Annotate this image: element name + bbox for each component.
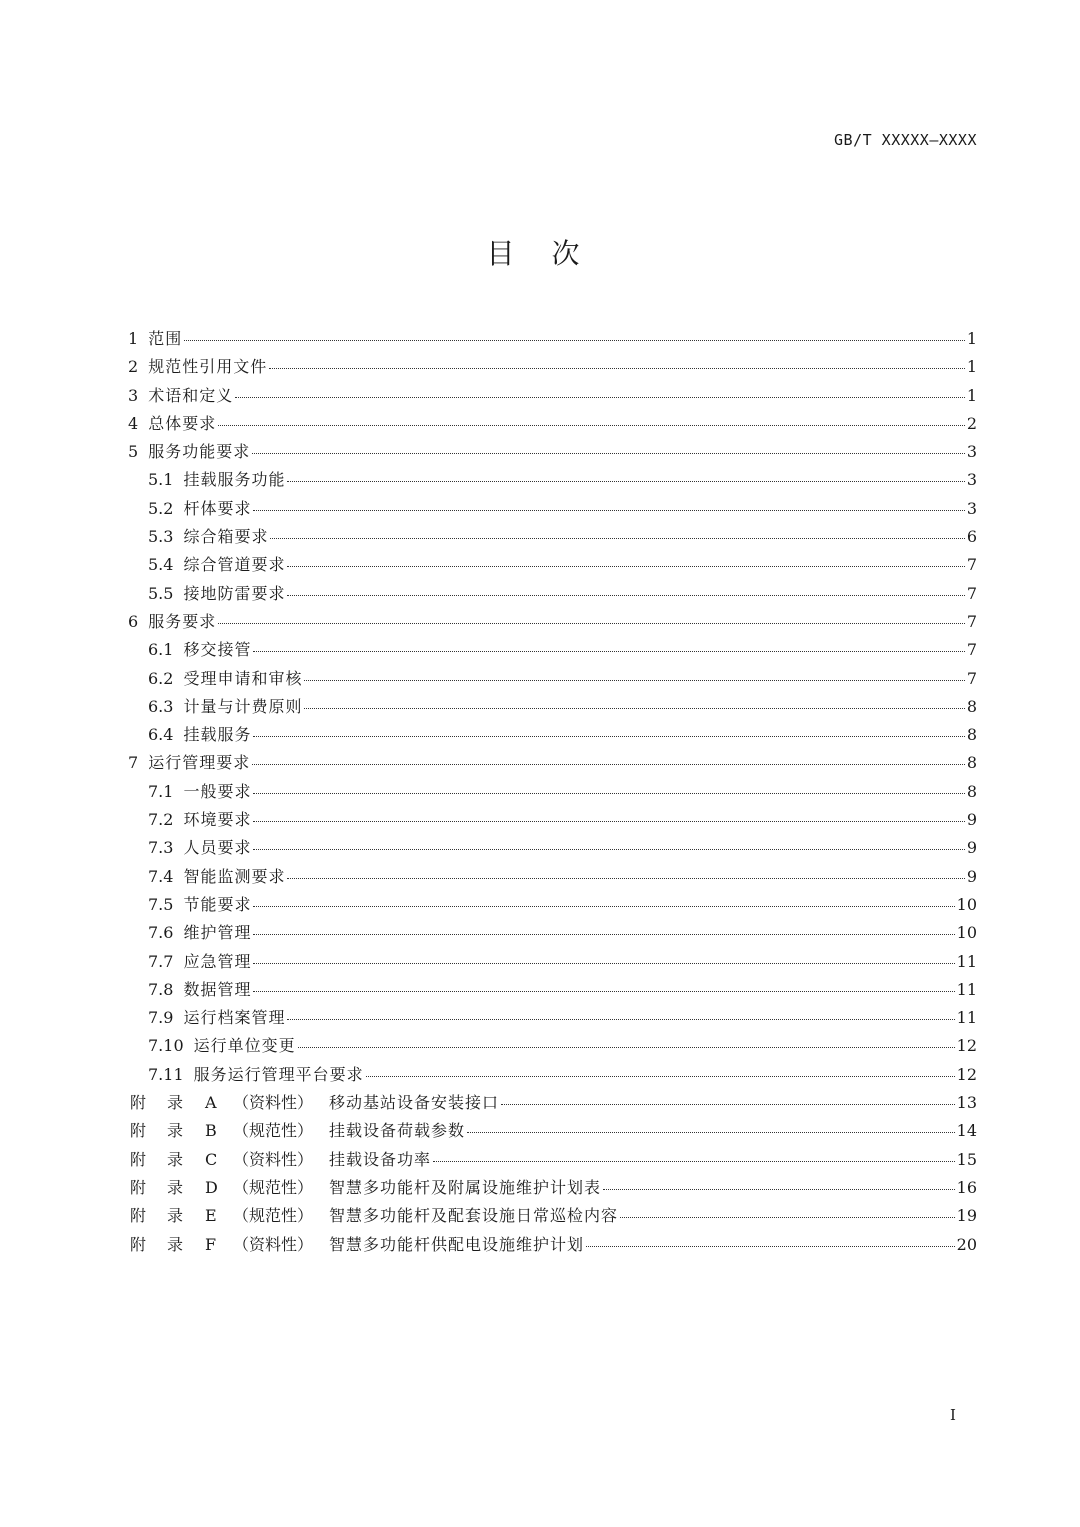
toc-entry[interactable] — [128, 410, 977, 438]
toc-entry-title: 运行管理要求 — [148, 753, 251, 773]
appendix-word: 附 录 — [130, 1149, 184, 1169]
toc-entry-page: 11 — [956, 979, 977, 999]
appendix-type: （资料性） — [233, 1149, 314, 1169]
toc-entry-title: 环境要求 — [183, 810, 252, 830]
toc-entry-number: 7.10 — [148, 1036, 184, 1056]
toc-entry-page: 11 — [956, 951, 977, 971]
toc-dot-leader — [287, 878, 964, 879]
toc-entry-page: 12 — [956, 1036, 977, 1056]
toc-dot-leader — [253, 991, 954, 992]
toc-entry-title: 服务运行管理平台要求 — [193, 1064, 364, 1084]
toc-entry-page: 8 — [966, 725, 977, 745]
toc-entry[interactable] — [128, 1004, 977, 1032]
toc-entry-page: 7 — [966, 583, 977, 603]
toc-entry[interactable] — [128, 495, 977, 523]
toc-entry-title: 受理申请和审核 — [183, 668, 303, 688]
toc-entry-number: 5.3 — [148, 527, 174, 547]
toc-entry-page: 1 — [966, 357, 977, 377]
appendix-letter: B — [205, 1121, 217, 1141]
toc-entry-title: 节能要求 — [183, 894, 252, 914]
toc-entry-page: 14 — [956, 1121, 977, 1141]
toc-entry-page: 12 — [956, 1064, 977, 1084]
toc-dot-leader — [253, 849, 964, 850]
appendix-title: 挂载设备荷载参数 — [329, 1121, 466, 1141]
toc-dot-leader — [218, 425, 965, 426]
toc-entry-number: 7.6 — [148, 923, 174, 943]
toc-entry-page: 8 — [966, 696, 977, 716]
toc-dot-leader — [218, 623, 965, 624]
toc-entry-title: 智能监测要求 — [183, 866, 286, 886]
toc-entry[interactable] — [128, 608, 977, 636]
toc-entry-title: 计量与计费原则 — [183, 696, 303, 716]
toc-entry-number: 5.4 — [148, 555, 174, 575]
toc-entry[interactable] — [128, 948, 977, 976]
toc-dot-leader — [253, 510, 964, 511]
toc-dot-leader — [252, 453, 965, 454]
appendix-letter: C — [205, 1149, 218, 1169]
toc-entry-page: 3 — [966, 498, 977, 518]
toc-entry-number: 1 — [128, 329, 139, 348]
toc-dot-leader — [270, 538, 964, 539]
toc-dot-leader — [253, 906, 954, 907]
toc-entry-page: 3 — [966, 470, 977, 490]
page-title: 目 次 — [486, 237, 594, 270]
toc-entry-number: 5.1 — [148, 470, 174, 490]
appendix-word: 附 录 — [130, 1206, 184, 1226]
appendix-word: 附 录 — [130, 1177, 184, 1197]
toc-entry-title: 运行档案管理 — [183, 1008, 286, 1028]
toc-dot-leader — [184, 340, 965, 341]
toc-entry-number: 3 — [128, 385, 139, 405]
toc-entry-title: 移交接管 — [183, 640, 252, 660]
toc-dot-leader — [253, 963, 954, 964]
toc-entry-page: 9 — [966, 810, 977, 830]
toc-dot-leader — [298, 1047, 955, 1048]
toc-entry-page: 13 — [956, 1093, 977, 1113]
appendix-title: 挂载设备功率 — [329, 1149, 432, 1169]
toc-entry-number: 7.9 — [148, 1008, 174, 1028]
toc-entry-title: 运行单位变更 — [193, 1036, 296, 1056]
toc-entry-number: 2 — [128, 357, 139, 377]
toc-entry[interactable] — [128, 325, 977, 353]
toc-entry-number: 6.2 — [148, 668, 174, 688]
toc-entry-number: 7.3 — [148, 838, 174, 858]
toc-entry-page: 1 — [966, 329, 977, 348]
appendix-word: 附 录 — [130, 1121, 184, 1141]
toc-dot-leader — [467, 1132, 955, 1133]
appendix-type: （规范性） — [233, 1206, 314, 1226]
toc-entry-page: 8 — [966, 753, 977, 773]
toc-entry-title: 术语和定义 — [148, 385, 234, 405]
toc-dot-leader — [304, 680, 964, 681]
toc-entry[interactable] — [128, 1032, 977, 1060]
toc-entry-number: 6 — [128, 611, 139, 631]
toc-entry-number: 6.1 — [148, 640, 174, 660]
toc-dot-leader — [235, 397, 965, 398]
toc-dot-leader — [287, 595, 964, 596]
toc-appendix-entry[interactable] — [128, 1117, 977, 1145]
toc-entry[interactable] — [128, 863, 977, 891]
appendix-type: （规范性） — [233, 1121, 314, 1141]
toc-entry-number: 6.3 — [148, 696, 174, 716]
toc-dot-leader — [501, 1104, 955, 1105]
toc-entry-title: 接地防雷要求 — [183, 583, 286, 603]
toc-entry-title: 服务功能要求 — [148, 442, 251, 462]
appendix-type: （资料性） — [233, 1234, 314, 1254]
toc-entry-number: 5.2 — [148, 498, 174, 518]
toc-dot-leader — [287, 1019, 954, 1020]
appendix-type: （规范性） — [233, 1177, 314, 1197]
toc-entry-page: 3 — [966, 442, 977, 462]
page-number: I — [950, 1406, 956, 1424]
toc-entry-number: 7.11 — [148, 1064, 184, 1084]
toc-entry-page: 10 — [956, 923, 977, 943]
standard-number: GB/T XXXXX—XXXX — [834, 131, 977, 149]
toc-dot-leader — [269, 368, 965, 369]
appendix-title: 智慧多功能杆供配电设施维护计划 — [329, 1234, 585, 1254]
toc-entry[interactable] — [128, 1061, 977, 1089]
toc-entry-number: 7.2 — [148, 810, 174, 830]
toc-entry-page: 9 — [966, 838, 977, 858]
toc-entry-title: 挂载服务功能 — [183, 470, 286, 490]
toc-dot-leader — [253, 793, 964, 794]
toc-dot-leader — [287, 481, 964, 482]
toc-dot-leader — [366, 1076, 955, 1077]
appendix-type: （资料性） — [233, 1093, 314, 1113]
toc-dot-leader — [620, 1217, 955, 1218]
toc-entry[interactable] — [128, 551, 977, 579]
toc-entry-page: 8 — [966, 781, 977, 801]
toc-entry-number: 5.5 — [148, 583, 174, 603]
toc-entry-page: 6 — [966, 527, 977, 547]
toc-dot-leader — [603, 1189, 955, 1190]
toc-entry[interactable] — [128, 382, 977, 410]
toc-entry-number: 4 — [128, 413, 139, 433]
toc-entry-number: 7.5 — [148, 894, 174, 914]
toc-entry-page: 11 — [956, 1008, 977, 1028]
toc-entry-title: 服务要求 — [148, 611, 217, 631]
toc-entry-title: 规范性引用文件 — [148, 357, 268, 377]
toc-entry-page: 7 — [966, 640, 977, 660]
toc-entry-page: 20 — [956, 1234, 977, 1254]
toc-dot-leader — [253, 736, 964, 737]
toc-entry-title: 挂载服务 — [183, 725, 252, 745]
toc-entry-page: 16 — [956, 1177, 977, 1197]
toc-entry[interactable] — [128, 466, 977, 494]
toc-dot-leader — [253, 821, 964, 822]
toc-entry-title: 综合管道要求 — [183, 555, 286, 575]
toc-entry-title: 综合箱要求 — [183, 527, 269, 547]
toc-entry-title: 数据管理 — [183, 979, 252, 999]
appendix-letter: D — [205, 1177, 218, 1197]
appendix-word: 附 录 — [130, 1234, 184, 1254]
toc-entry-number: 7.8 — [148, 979, 174, 999]
toc-entry[interactable] — [128, 976, 977, 1004]
toc-entry-number: 7.4 — [148, 866, 174, 886]
toc-entry[interactable] — [128, 749, 977, 777]
toc-appendix-entry[interactable] — [128, 1174, 977, 1202]
toc-entry-title: 总体要求 — [148, 413, 217, 433]
toc-entry-title: 维护管理 — [183, 923, 252, 943]
toc-entry[interactable] — [128, 353, 977, 381]
toc-entry[interactable] — [128, 721, 977, 749]
toc-dot-leader — [433, 1161, 955, 1162]
toc-dot-leader — [253, 934, 954, 935]
toc-entry-number: 7.7 — [148, 951, 174, 971]
toc-entry-title: 人员要求 — [183, 838, 252, 858]
toc-entry-title: 一般要求 — [183, 781, 252, 801]
toc-entry[interactable] — [128, 919, 977, 947]
toc-appendix-entry[interactable] — [128, 1202, 977, 1230]
toc-entry-number: 7.1 — [148, 781, 174, 801]
toc-entry-title: 范围 — [148, 329, 183, 348]
toc-entry[interactable] — [128, 665, 977, 693]
table-of-contents — [128, 325, 977, 1259]
toc-entry-title: 应急管理 — [183, 951, 252, 971]
toc-entry-number: 7 — [128, 753, 139, 773]
toc-entry-page: 7 — [966, 555, 977, 575]
toc-dot-leader — [252, 764, 965, 765]
toc-entry-page: 9 — [966, 866, 977, 886]
toc-entry-page: 7 — [966, 668, 977, 688]
appendix-letter: A — [205, 1093, 217, 1113]
toc-entry-page: 7 — [966, 611, 977, 631]
toc-dot-leader — [253, 651, 964, 652]
toc-entry[interactable] — [128, 523, 977, 551]
toc-entry-page: 1 — [966, 385, 977, 405]
toc-entry[interactable] — [128, 438, 977, 466]
toc-entry[interactable] — [128, 834, 977, 862]
appendix-title: 智慧多功能杆及配套设施日常巡检内容 — [329, 1206, 619, 1226]
toc-entry-page: 2 — [966, 413, 977, 433]
toc-dot-leader — [304, 708, 964, 709]
toc-entry[interactable] — [128, 636, 977, 664]
toc-entry-page: 19 — [956, 1206, 977, 1226]
toc-entry[interactable] — [128, 778, 977, 806]
toc-entry[interactable] — [128, 693, 977, 721]
toc-entry-number: 5 — [128, 442, 139, 462]
toc-appendix-entry[interactable] — [128, 1231, 977, 1259]
appendix-word: 附 录 — [130, 1093, 184, 1113]
toc-entry[interactable] — [128, 806, 977, 834]
appendix-title: 智慧多功能杆及附属设施维护计划表 — [329, 1177, 602, 1197]
toc-entry-title: 杆体要求 — [183, 498, 252, 518]
appendix-letter: E — [205, 1206, 217, 1226]
toc-entry-page: 10 — [956, 894, 977, 914]
toc-dot-leader — [287, 566, 964, 567]
toc-dot-leader — [586, 1246, 955, 1247]
toc-appendix-entry[interactable] — [128, 1146, 977, 1174]
toc-entry[interactable] — [128, 580, 977, 608]
toc-entry[interactable] — [128, 891, 977, 919]
appendix-letter: F — [205, 1234, 217, 1254]
toc-appendix-entry[interactable] — [128, 1089, 977, 1117]
toc-entry-number: 6.4 — [148, 725, 174, 745]
toc-entry-page: 15 — [956, 1149, 977, 1169]
appendix-title: 移动基站设备安装接口 — [329, 1093, 500, 1113]
